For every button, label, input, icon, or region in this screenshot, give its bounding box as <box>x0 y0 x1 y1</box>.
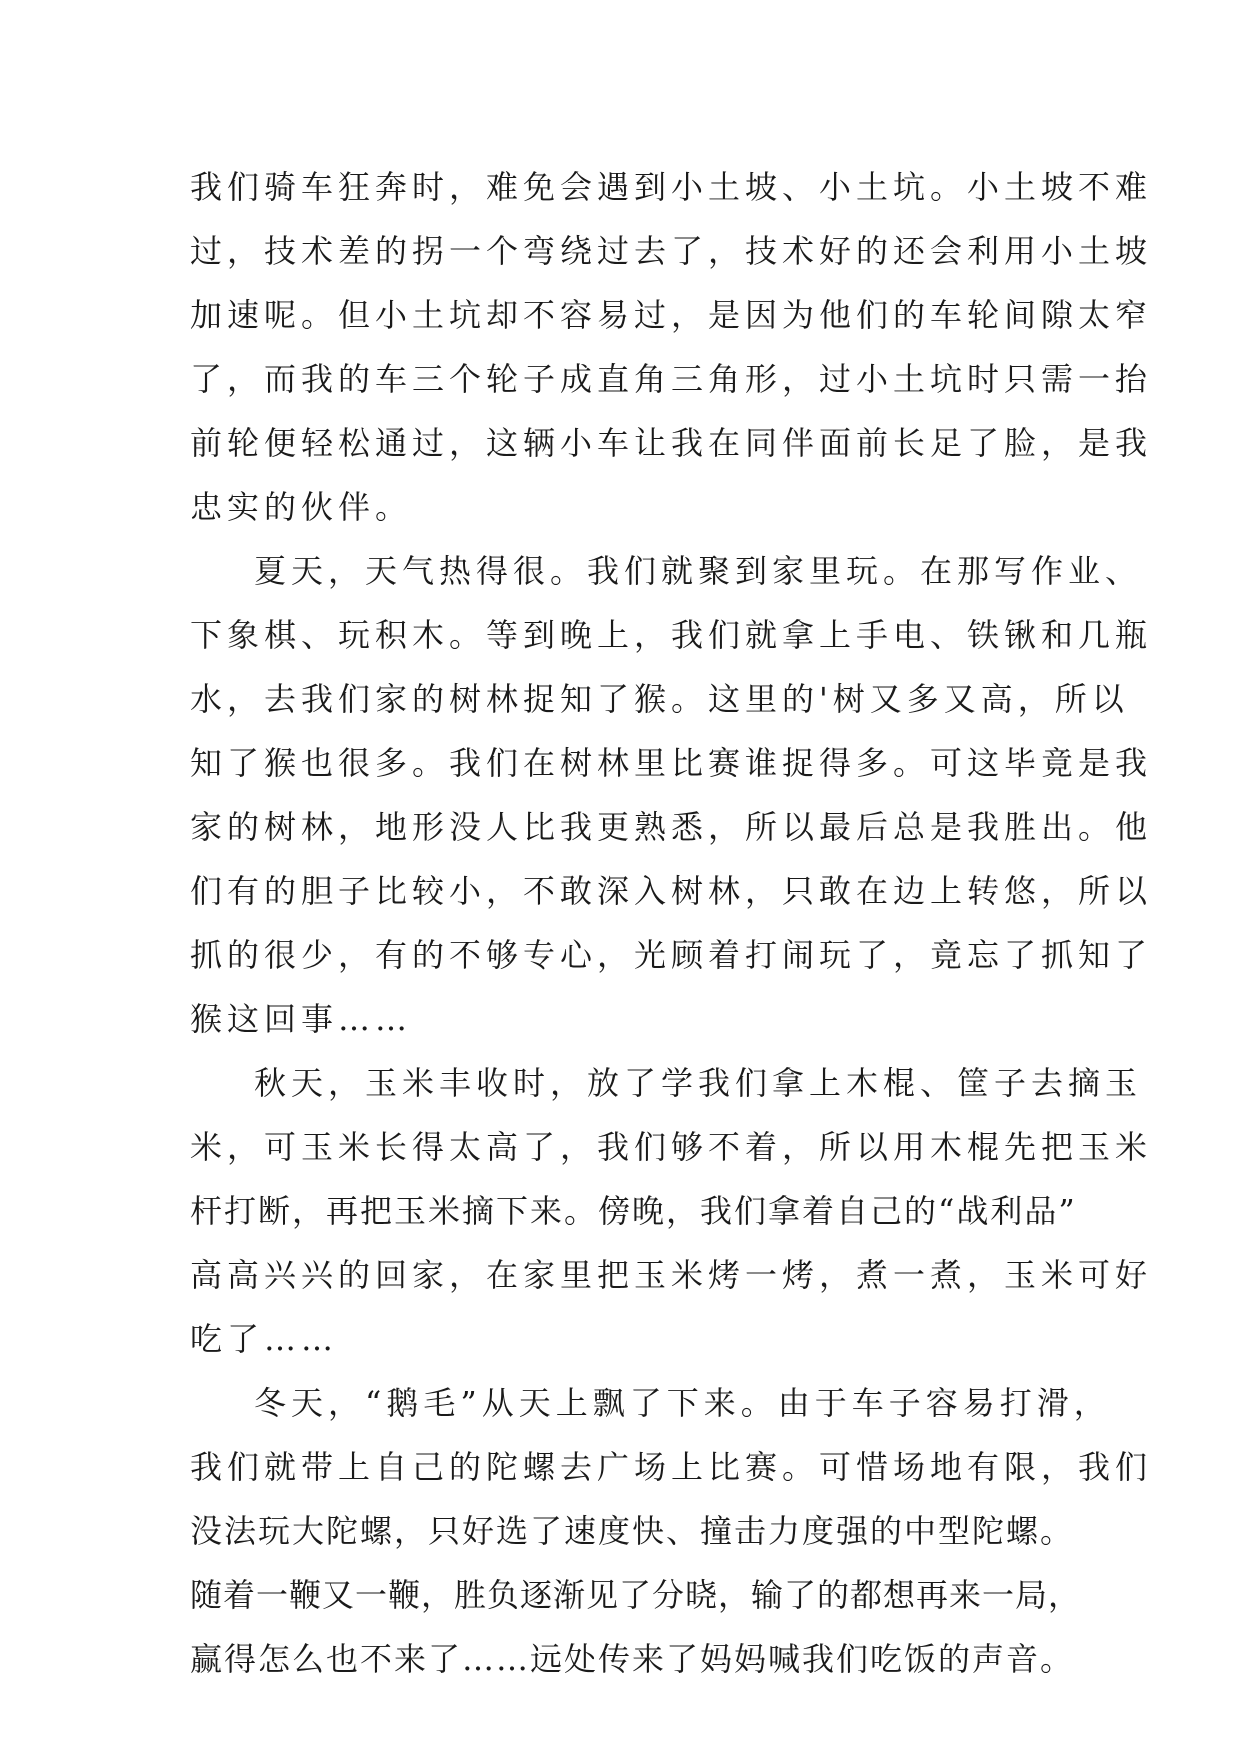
text-line: 加速呢。但小土坑却不容易过，是因为他们的车轮间隙太窄 <box>190 296 1153 334</box>
text-line: 杆打断，再把玉米摘下来。傍晚，我们拿着自己的“战利品” <box>190 1192 1077 1230</box>
text-line: 猴这回事…… <box>190 1000 413 1038</box>
text-line: 下象棋、玩积木。等到晚上，我们就拿上手电、铁锹和几瓶 <box>190 616 1153 654</box>
text-line: 抓的很少，有的不够专心，光顾着打闹玩了，竟忘了抓知了 <box>190 936 1153 974</box>
text-line: 我们骑车狂奔时，难免会遇到小土坡、小土坑。小土坡不难 <box>190 168 1153 206</box>
paragraph-start-line: 秋天，玉米丰收时，放了学我们拿上木棍、筐子去摘玉 <box>254 1064 1143 1102</box>
text-line: 赢得怎么也不来了……远处传来了妈妈喊我们吃饭的声音。 <box>190 1640 1075 1678</box>
text-line: 们有的胆子比较小，不敢深入树林，只敢在边上转悠，所以 <box>190 872 1153 910</box>
text-line: 没法玩大陀螺，只好选了速度快、撞击力度强的中型陀螺。 <box>190 1512 1075 1550</box>
text-line: 家的树林，地形没人比我更熟悉，所以最后总是我胜出。他 <box>190 808 1153 846</box>
text-line: 前轮便轻松通过，这辆小车让我在同伴面前长足了脸，是我 <box>190 424 1153 462</box>
paragraph-start-line: 夏天，天气热得很。我们就聚到家里玩。在那写作业、 <box>254 552 1143 590</box>
text-line: 吃了…… <box>190 1320 339 1358</box>
document-page <box>190 155 1153 1691</box>
text-line: 水，去我们家的树林捉知了猴。这里的'树又多又高，所以 <box>190 680 1129 718</box>
text-line: 高高兴兴的回家，在家里把玉米烤一烤，煮一煮，玉米可好 <box>190 1256 1153 1294</box>
text-line: 随着一鞭又一鞭，胜负逐渐见了分晓，输了的都想再来一局， <box>190 1576 1082 1614</box>
text-line: 知了猴也很多。我们在树林里比赛谁捉得多。可这毕竟是我 <box>190 744 1153 782</box>
paragraph-start-line: 冬天，“鹅毛”从天上飘了下来。由于车子容易打滑， <box>254 1384 1111 1422</box>
text-line: 米，可玉米长得太高了，我们够不着，所以用木棍先把玉米 <box>190 1128 1153 1166</box>
text-line: 忠实的伙伴。 <box>190 488 413 526</box>
text-line: 我们就带上自己的陀螺去广场上比赛。可惜场地有限，我们 <box>190 1448 1153 1486</box>
text-line: 过，技术差的拐一个弯绕过去了，技术好的还会利用小土坡 <box>190 232 1153 270</box>
text-line: 了，而我的车三个轮子成直角三角形，过小土坑时只需一抬 <box>190 360 1153 398</box>
